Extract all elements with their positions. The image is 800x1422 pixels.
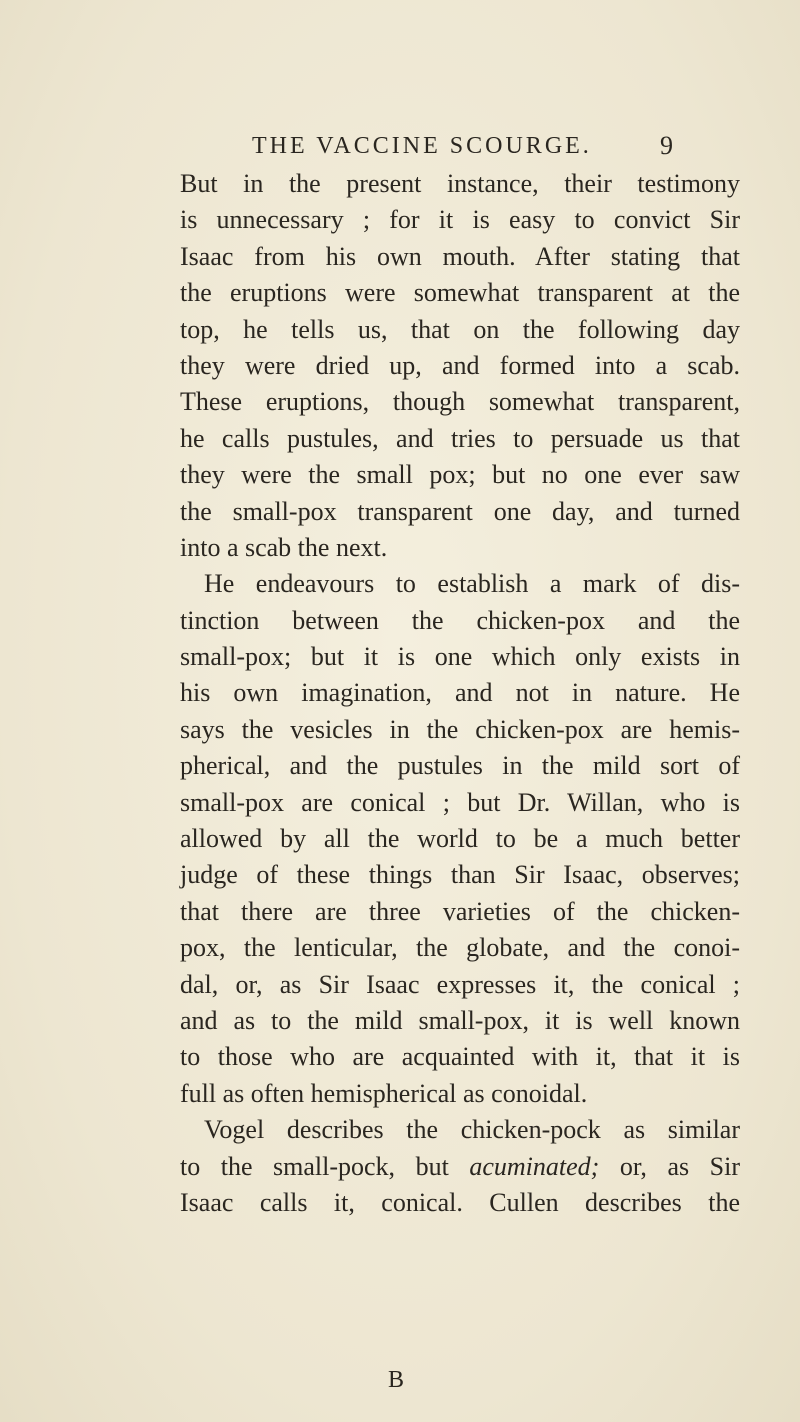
text-line: small-pox; but it is one which only exists in bbox=[180, 642, 740, 672]
text-line: is unnecessary ; for it is easy to convict Sir bbox=[180, 205, 740, 235]
text-line: the small-pox transparent one day, and turned bbox=[180, 496, 740, 526]
text-line: Vogel describes the chicken-pock as similar bbox=[204, 1115, 740, 1145]
text-line: judge of these things than Sir Isaac, observes; bbox=[180, 860, 740, 890]
text-line: says the vesicles in the chicken-pox are hemis- bbox=[180, 714, 740, 744]
running-title: THE VACCINE SCOURGE. bbox=[252, 133, 592, 159]
italic-word: acuminated; bbox=[469, 1151, 600, 1181]
text-line: But in the present instance, their testimony bbox=[180, 169, 740, 198]
text-line: they were the small pox; but no one ever saw bbox=[180, 460, 740, 490]
text-line: into a scab the next. bbox=[180, 532, 388, 562]
text-line: small-pox are conical ; but Dr. Willan, who is bbox=[180, 787, 740, 817]
text-line: he calls pustules, and tries to persuade us that bbox=[180, 423, 740, 453]
text-line: they were dried up, and formed into a scab. bbox=[180, 350, 740, 380]
page-number: 9 bbox=[660, 131, 673, 160]
text-line: He endeavours to establish a mark of dis- bbox=[204, 569, 740, 599]
text-line: Isaac calls it, conical. Cullen describes the bbox=[180, 1187, 740, 1217]
text-line: his own imagination, and not in nature. He bbox=[180, 678, 740, 708]
text-line: to the small-pock, but acuminated; or, as Sir bbox=[180, 1151, 740, 1181]
text-line: These eruptions, though somewhat transparent, bbox=[180, 387, 740, 417]
text-line: top, he tells us, that on the following day bbox=[180, 314, 740, 344]
text-line: to those who are acquainted with it, that it is bbox=[180, 1042, 740, 1072]
running-head bbox=[230, 128, 730, 164]
text-line: the eruptions were somewhat transparent at the bbox=[180, 278, 740, 308]
text-line: pox, the lenticular, the globate, and the conoi- bbox=[180, 933, 740, 963]
body-text bbox=[180, 166, 740, 1221]
text-line: full as often hemispherical as conoidal. bbox=[180, 1078, 588, 1108]
text-line: dal, or, as Sir Isaac expresses it, the conical ; bbox=[180, 969, 740, 999]
text-line: and as to the mild small-pox, it is well known bbox=[180, 1005, 740, 1035]
text-line: tinction between the chicken-pox and the bbox=[180, 605, 740, 635]
signature-mark: B bbox=[388, 1367, 405, 1393]
text-line: allowed by all the world to be a much better bbox=[180, 824, 740, 854]
text-line: that there are three varieties of the chicken- bbox=[180, 896, 740, 926]
text-line: pherical, and the pustules in the mild sort of bbox=[180, 751, 740, 781]
text-line: Isaac from his own mouth. After stating that bbox=[180, 241, 740, 271]
